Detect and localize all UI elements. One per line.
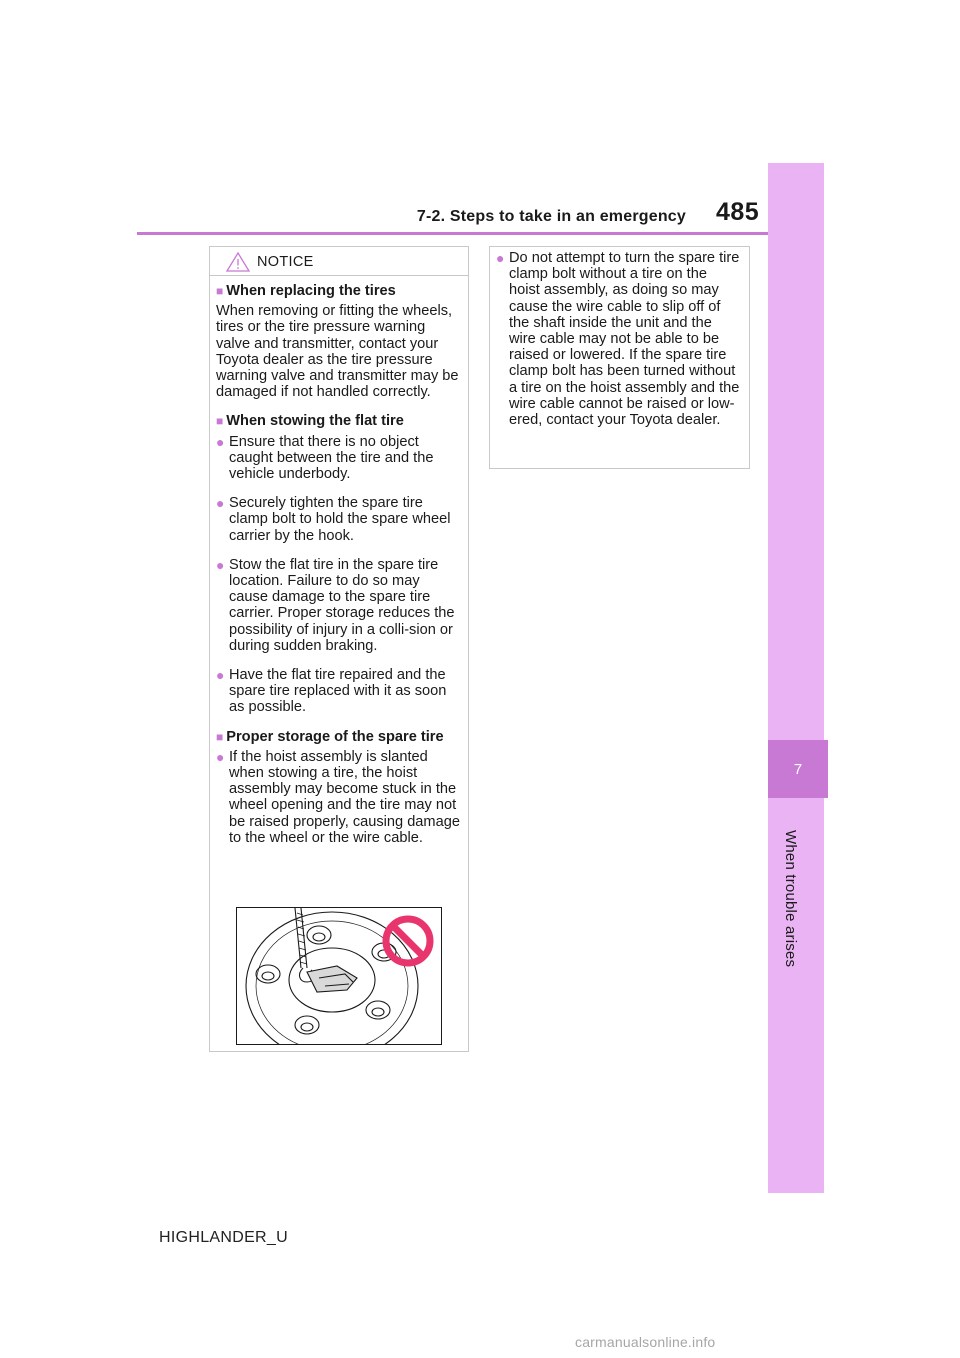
bullet-icon: ● [216, 748, 225, 765]
list-item: ● Ensure that there is no object caught between the tire and the vehicle underbody. [216, 433, 434, 483]
bullet-icon: ● [216, 667, 225, 684]
prohibition-icon [380, 913, 436, 969]
bullet-icon: ● [216, 556, 225, 573]
section-title: 7-2. Steps to take in an emergency [416, 208, 686, 225]
chapter-number: 7 [768, 740, 828, 798]
subheading: ■ When replacing the tires [216, 283, 396, 299]
warning-triangle-icon [226, 252, 250, 272]
wheel-hoist-illustration [236, 907, 442, 1045]
chapter-title: When trouble arises [782, 830, 799, 968]
footer-model: HIGHLANDER_U [159, 1229, 288, 1246]
page-number: 485 [716, 198, 760, 226]
notice-content [490, 247, 749, 428]
bullet-icon: ● [496, 250, 505, 266]
paragraph: When removing or fitting the wheels, tires or the tire pressure warning valve and transmitter, contact your Toyota dealer as the tire pressure warning valve and transmitter may be damaged if not handled correctly. [216, 303, 459, 401]
subheading: ■ Proper storage of the spare tire [216, 728, 444, 745]
watermark: carmanualsonline.info [575, 1334, 716, 1350]
bullet-icon: ● [216, 495, 225, 512]
square-bullet-icon: ■ [216, 414, 224, 429]
notice-box-right [489, 246, 750, 469]
square-bullet-icon: ■ [216, 729, 224, 744]
notice-label: NOTICE [257, 254, 314, 270]
notice-header [210, 247, 468, 276]
list-item: ● Securely tighten the spare tire clamp bolt to hold the spare wheel carrier by the hook. [216, 495, 451, 544]
list-item: ● Do not attempt to turn the spare tire clamp bolt without a tire on the hoist assembly, as doing so may cause the wire cable to slip off of the shaft inside the unit and the wire cable may not be able to be raised or lowered. If the spare tire clamp bolt has been turned without a tire on the hoist assembly and the wire cable cannot be raised or low-ered, contact your Toyota dealer. [496, 250, 740, 429]
square-bullet-icon: ■ [216, 284, 224, 298]
header-rule [137, 232, 768, 235]
list-item: ● If the hoist assembly is slanted when stowing a tire, the hoist assembly may become stuck in the wheel opening and the tire may not be raised properly, causing damage to the wheel or the wire cable. [216, 748, 460, 846]
notice-content [210, 276, 468, 846]
bullet-icon: ● [216, 433, 225, 450]
list-item: ● Stow the flat tire in the spare tire location. Failure to do so may cause damage to the spare tire carrier. Proper storage reduces the possibility of injury in a colli-sion or during sudden braking. [216, 556, 455, 654]
chapter-tab [768, 163, 824, 1193]
subheading: ■ When stowing the flat tire [216, 413, 404, 430]
list-item: ● Have the flat tire repaired and the spare tire replaced with it as soon as possible. [216, 667, 447, 716]
